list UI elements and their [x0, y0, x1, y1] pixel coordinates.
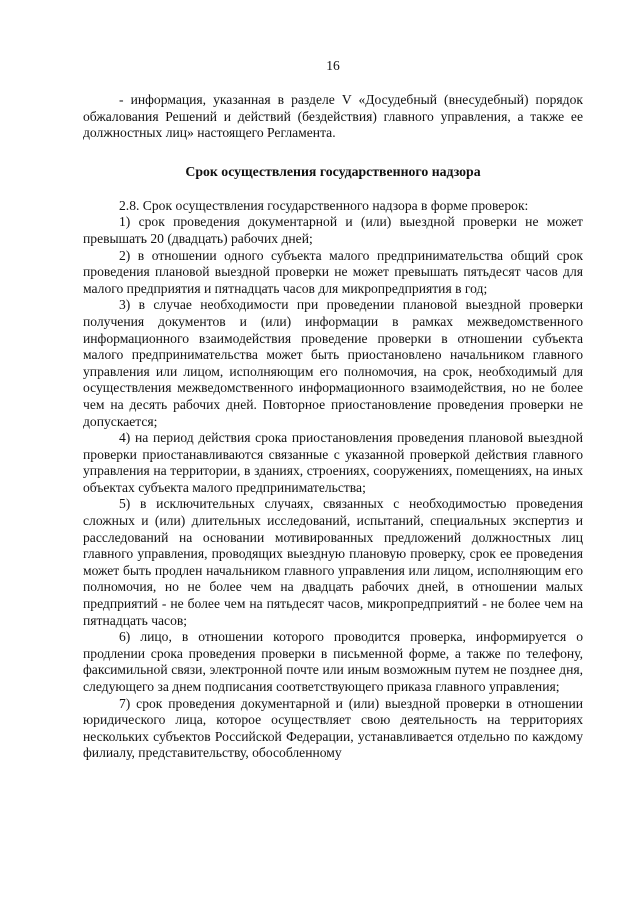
paragraph-item-6: 6) лицо, в отношении которого проводится проверка, информируется о продлении срока проведения проверки в письменной форме, а также по телефону, факсимильной связи, электронной почте или иным возможным путем не позднее дня, следующего за днем подписания соответствующего приказа главного управления;	[83, 629, 583, 694]
paragraph-2-8: 2.8. Срок осуществления государственного надзора в форме проверок:	[119, 197, 529, 213]
paragraph-item-7: 7) срок проведения документарной и (или) выездной проверки в отношении юридического лица, которое осуществляет свою деятельность на территориях нескольких субъектов Российской Федерации, устанавливается отдельно по каждому филиалу, представительству, обособленному	[83, 695, 583, 761]
paragraph-item-2: 2) в отношении одного субъекта малого предпринимательства общий срок проведения плановой выездной проверки не может превышать пятьдесят часов для малого предприятия и пятнадцать часов для микропредприятия в год;	[83, 247, 583, 296]
paragraph-item-3: 3) в случае необходимости при проведении плановой выездной проверки получения документов и (или) информации в рамках межведомственного информационного взаимодействия проведение проверки в отношении субъекта малого предпринимательства может быть приостановлено начальником главного управления или лицом, исполняющим его полномочия, на срок, необходимый для осуществления межведомственного информационного взаимодействия, но не более чем на десять рабочих дней. Повторное приостановление проведения проверки не допускается;	[83, 297, 583, 429]
paragraph-item-1: 1) срок проведения документарной и (или) выездной проверки не может превышать 20 (двадцать) рабочих дней;	[83, 214, 583, 246]
section-heading: Срок осуществления государственного надзора	[185, 163, 481, 179]
intro-paragraph: - информация, указанная в разделе V «Досудебный (внесудебный) порядок обжалования Решений и действий (бездействия) главного управления, а также ее должностных лиц» настоящего Регламента.	[83, 92, 583, 141]
paragraph-item-4: 4) на период действия срока приостановления проведения плановой выездной проверки приостанавливаются связанные с указанной проверкой действия главного управления на территории, в зданиях, строениях, сооружениях, помещениях, на иных объектах субъекта малого предпринимательства;	[83, 430, 583, 495]
section-body	[83, 198, 583, 762]
page-number: 16	[326, 58, 340, 73]
paragraph-item-5: 5) в исключительных случаях, связанных с необходимостью проведения сложных и (или) длительных исследований, испытаний, специальных экспертиз и расследований на основании мотивированных предложений должностных лиц главного управления, проводящих выездную плановую проверку, срок ее проведения может быть продлен начальником главного управления или лицом, исполняющим его полномочия, но не более чем на двадцать рабочих дней, в отношении малых предприятий - не более чем на пятьдесят часов, микропредприятий - не более чем на пятнадцать часов;	[83, 496, 583, 628]
